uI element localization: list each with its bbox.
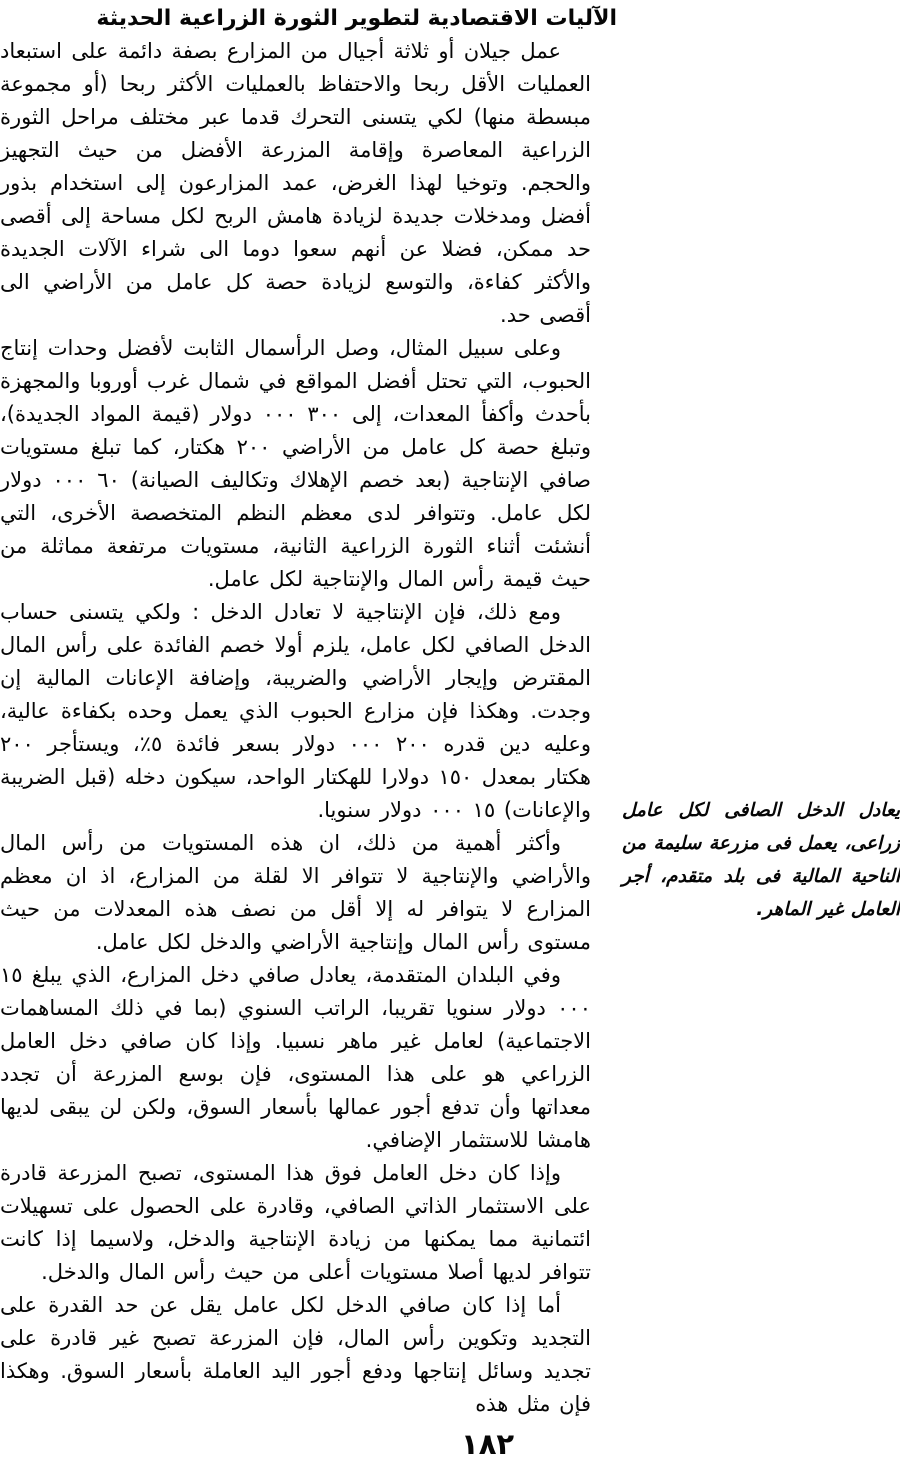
page-number: ١٨٢ [461,1427,515,1461]
paragraph-1: عمل جيلان أو ثلاثة أجيال من المزارع بصفة دائمة على استبعاد العمليات الأقل ربحا والاحتفاظ بالعمليات الأكثر ربحا (أو مجموعة مبسطة منها) لكي يتسنى التحرك قدما عبر مختلف مراحل الثورة الزراعية المعاصرة وإقامة المزرعة الأفضل من حيث التجهيز والحجم. وتوخيا لهذا الغرض، عمد المزارعون إلى استخدام بذور أفضل ومدخلات جديدة لزيادة هامش الربح لكل مساحة إلى أقصى حد ممكن، فضلا عن أنهم سعوا دوما الى شراء الآلات الجديدة والأكثر كفاءة، والتوسع لزيادة حصة كل عامل من الأراضي الى أقصى حد. [0,39,591,327]
margin-note: يعادل الدخل الصافى لكل عامل زراعى، يعمل فى مزرعة سليمة من الناحية المالية فى بلد متقدم، أجر العامل غير الماهر. [622,800,900,920]
paragraph-4: وأكثر أهمية من ذلك، ان هذه المستويات من رأس المال والأراضي والإنتاجية لا تتوافر الا لقلة من المزارع، اذ ان معظم المزارع لا يتوافر له إلا أقل من نصف هذه المعدلات من حيث مستوى رأس المال وإنتاجية الأراضي والدخل لكل عامل. [0,831,591,954]
paragraph-2: وعلى سبيل المثال، وصل الرأسمال الثابت لأفضل وحدات إنتاج الحبوب، التي تحتل أفضل المواقع في شمال غرب أوروبا والمجهزة بأحدث وأكفأ المعدات، إلى ٣٠٠ ٠٠٠ دولار (قيمة المواد الجديدة)، وتبلغ حصة كل عامل من الأراضي ٢٠٠ هكتار، كما تبلغ مستويات صافي الإنتاجية (بعد خصم الإهلاك وتكاليف الصيانة) ٦٠ ٠٠٠ دولار لكل عامل. وتتوافر لدى معظم النظم المتخصصة الأخرى، التي أنشئت أثناء الثورة الزراعية الثانية، مستويات مرتفعة مماثلة من حيث قيمة رأس المال والإنتاجية لكل عامل. [0,336,591,591]
paragraph-5: وفي البلدان المتقدمة، يعادل صافي دخل المزارع، الذي يبلغ ١٥ ٠٠٠ دولار سنويا تقريبا، الراتب السنوي (بما في ذلك المساهمات الاجتماعية) لعامل غير ماهر نسبيا. وإذا كان صافي دخل العامل الزراعي هو على هذا المستوى، فإن بوسع المزرعة أن تجدد معداتها وأن تدفع أجور عمالها بأسعار السوق، ولكن لن يبقى لديها هامشا للاستثمار الإضافي. [0,963,591,1152]
paragraph-7: أما إذا كان صافي الدخل لكل عامل يقل عن حد القدرة على التجديد وتكوين رأس المال، فإن المزرعة تصبح غير قادرة على تجديد وسائل إنتاجها ودفع أجور اليد العاملة بأسعار السوق. وهكذا فإن مثل هذه [0,1293,591,1416]
paragraph-3: ومع ذلك، فإن الإنتاجية لا تعادل الدخل : ولكي يتسنى حساب الدخل الصافي لكل عامل، يلزم أولا خصم الفائدة على رأس المال المقترض وإيجار الأراضي والضريبة، وإضافة الإعانات المالية إن وجدت. وهكذا فإن مزارع الحبوب الذي يعمل وحده بكفاءة عالية، وعليه دين قدره ٢٠٠ ٠٠٠ دولار بسعر فائدة ٥٪، ويستأجر ٢٠٠ هكتار بمعدل ١٥٠ دولارا للهكتار الواحد، سيكون دخله (قبل الضريبة والإعانات) ١٥ ٠٠٠ دولار سنويا. [0,600,591,822]
page-title: الآليات الاقتصادية لتطوير الثورة الزراعية الحديثة [96,6,617,31]
paragraph-6: وإذا كان دخل العامل فوق هذا المستوى، تصبح المزرعة قادرة على الاستثمار الذاتي الصافي، وقادرة على الحصول على تسهيلات ائتمانية مما يمكنها من زيادة الإنتاجية والدخل، ولاسيما إذا كانت تتوافر لديها أصلا مستويات أعلى من حيث رأس المال والدخل. [0,1161,591,1284]
body-column [0,35,591,1461]
